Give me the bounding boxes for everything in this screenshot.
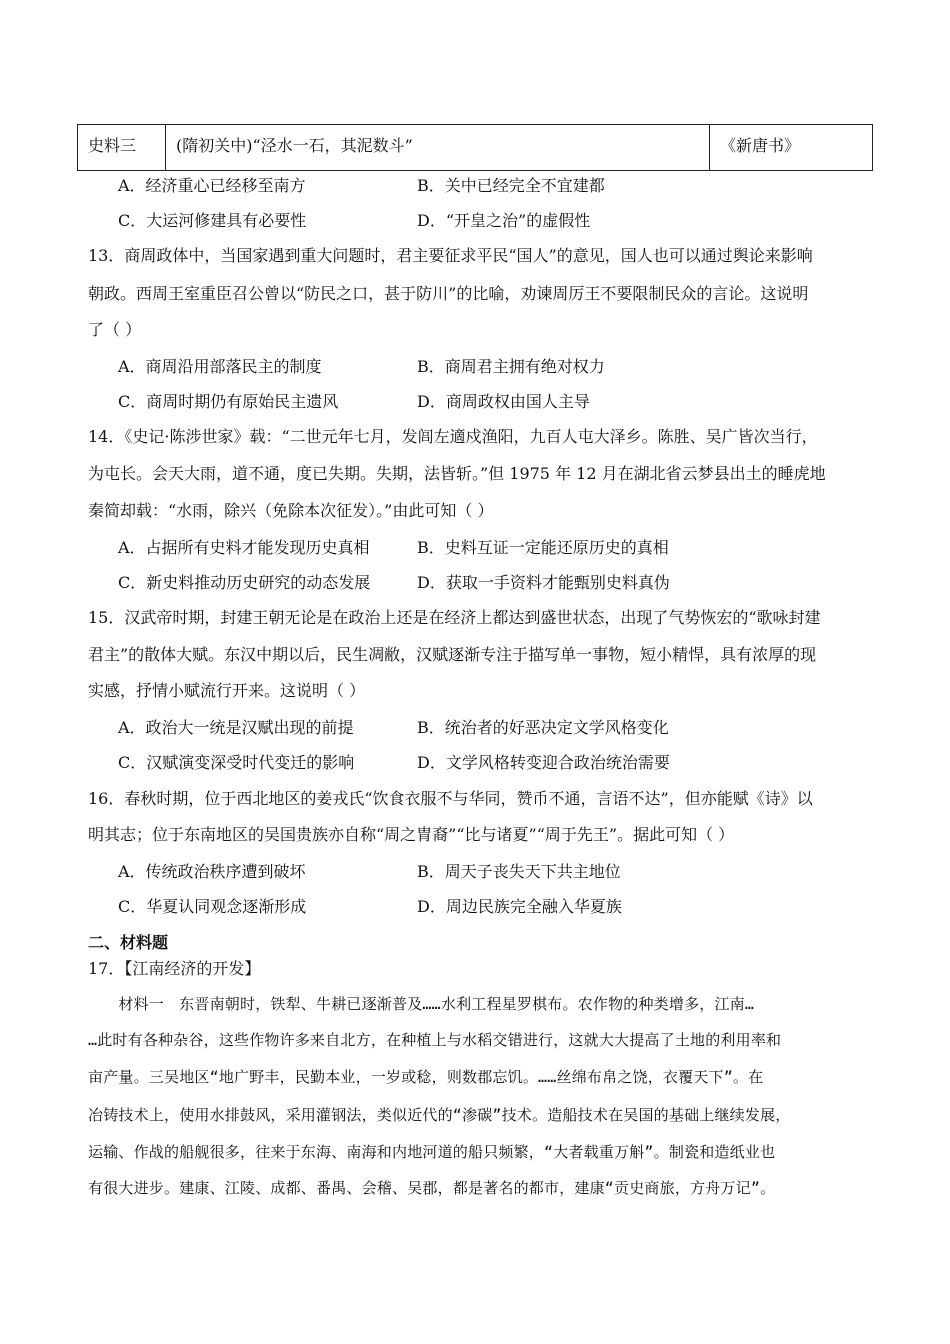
q16-option-c: C．华夏认同观念逐渐形成 <box>118 897 307 916</box>
q16-option-b: B．周天子丧失天下共主地位 <box>417 862 621 881</box>
q13-option-c: C．商周时期仍有原始民主遗风 <box>118 392 339 411</box>
q17-material-line-1: 材料一 东晋南朝时，铁犁、牛耕已逐渐普及……水利工程星罗棋布。农作物的种类增多，江南… <box>88 995 755 1013</box>
source-content-cell: (隋初关中)“泾水一石，其泥数斗” <box>166 125 710 170</box>
q17-material-line-6: 有很大进步。建康、江陵、成都、番禺、会稽、吴郡，都是著名的都市，建康“贡史商旅，方舟万记”。 <box>88 1179 776 1197</box>
q14-text-line-1: 14．《史记·陈涉世家》载：“二世元年七月，发闾左適戍渔阳，九百人屯大泽乡。陈胜、吴广皆次当行， <box>88 427 818 446</box>
q12-option-d: D．“开皇之治”的虚假性 <box>417 211 591 230</box>
q14-option-c: C．新史料推动历史研究的动态发展 <box>118 573 371 592</box>
q15-option-a: A．政治大一统是汉赋出现的前提 <box>118 718 354 737</box>
q12-option-a: A．经济重心已经移至南方 <box>118 176 306 195</box>
q14-text-line-3: 秦简却载：“水雨，除兴（免除本次征发）。”由此可知（ ） <box>88 501 494 520</box>
q16-option-a: A．传统政治秩序遭到破坏 <box>118 862 306 881</box>
q15-option-d: D．文学风格转变迎合政治统治需要 <box>417 753 670 772</box>
q15-option-c: C．汉赋演变深受时代变迁的影响 <box>118 753 355 772</box>
q16-text-line-1: 16．春秋时期，位于西北地区的姜戎氏“饮食衣服不与华同，赞币不通，言语不达”，但亦能赋《诗》以 <box>88 789 813 808</box>
q16-text-line-2: 明其志；位于东南地区的吴国贵族亦自称“周之胄裔”“比与诸夏”“周于先王”。据此可知（ ） <box>88 825 735 844</box>
q14-option-a: A．占据所有史料才能发现历史真相 <box>118 538 370 557</box>
q14-option-d: D．获取一手资料才能甄别史料真伪 <box>417 573 670 592</box>
q17-title: 17．【江南经济的开发】 <box>88 959 261 978</box>
q13-text-line-2: 朝政。西周王室重臣召公曾以“防民之口，甚于防川”的比喻，劝谏周厉王不要限制民众的言论。这说明 <box>88 284 809 303</box>
q12-option-c: C．大运河修建具有必要性 <box>118 211 307 230</box>
q13-text-line-1: 13．商周政体中，当国家遇到重大问题时，君主要征求平民“国人”的意见，国人也可以通过舆论来影响 <box>88 246 813 265</box>
q13-text-line-3: 了（ ） <box>88 320 142 339</box>
q15-text-line-2: 君主”的散体大赋。东汉中期以后，民生凋敝，汉赋逐渐专注于描写单一事物，短小精悍，具有浓厚的现 <box>88 645 817 664</box>
q17-material-line-5: 运输、作战的船舰很多，往来于东海、南海和内地河道的船只频繁，“大者载重万斛”。制瓷和造纸业也 <box>88 1143 776 1161</box>
q13-option-a: A．商周沿用部落民主的制度 <box>118 357 322 376</box>
q14-text-line-2: 为屯长。会天大雨，道不通，度已失期。失期，法皆斩。”但 1975 年 12 月在湖北省云梦县出土的睡虎地 <box>88 464 826 483</box>
q15-text-line-3: 实感，抒情小赋流行开来。这说明（ ） <box>88 681 366 700</box>
source-table <box>77 124 873 171</box>
q17-material-line-4: 冶铸技术上，使用水排鼓风，采用灌钢法，类似近代的“渗碳”技术。造船技术在吴国的基础上继续发展， <box>88 1106 791 1124</box>
q14-option-b: B．史料互证一定能还原历史的真相 <box>417 538 669 557</box>
q17-material-line-3: 亩产量。三吴地区“地广野丰，民勤本业，一岁或稔，则数郡忘饥。……丝绵布帛之饶，衣覆天下”。在 <box>88 1068 764 1086</box>
source-citation-cell: 《新唐书》 <box>720 136 801 155</box>
q13-option-d: D．商周政权由国人主导 <box>417 392 590 411</box>
q13-option-b: B．商周君主拥有绝对权力 <box>417 357 605 376</box>
q17-material-line-2: …此时有各种杂谷，这些作物许多来自北方，在种植上与水稻交错进行，这就大大提高了土地的利用率和 <box>88 1031 782 1049</box>
q16-option-d: D．周边民族完全融入华夏族 <box>417 897 622 916</box>
source-label-cell: 史料三 <box>78 125 166 170</box>
q15-text-line-1: 15．汉武帝时期，封建王朝无论是在政治上还是在经济上都达到盛世状态，出现了气势恢宏的“歌咏封建 <box>88 608 821 627</box>
q12-option-b: B．关中已经完全不宜建都 <box>417 176 605 195</box>
section-title: 二、材料题 <box>88 933 169 952</box>
q15-option-b: B．统治者的好恶决定文学风格变化 <box>417 718 669 737</box>
